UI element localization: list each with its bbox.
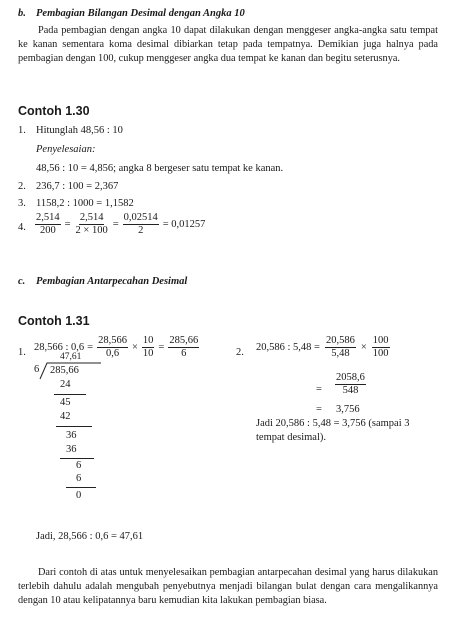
step-subtract: 6 <box>76 473 82 484</box>
fraction <box>325 335 356 360</box>
quotient: 47,61 <box>60 352 82 362</box>
step-subtract: 36 <box>66 444 77 455</box>
division-line <box>60 458 94 459</box>
numerator: 20,586 <box>325 335 355 346</box>
equals-sign: = <box>112 219 119 230</box>
step-remainder: 0 <box>76 490 82 501</box>
step-subtract: 42 <box>60 411 71 422</box>
list-item: 236,7 : 100 = 2,367 <box>36 181 119 192</box>
fraction <box>123 212 159 237</box>
denominator: 2 <box>138 225 144 236</box>
list-item: 1158,2 : 1000 = 1,1582 <box>36 198 134 209</box>
fraction <box>75 212 109 237</box>
equals-sign: = <box>87 342 94 353</box>
divisor: 6 <box>34 364 40 375</box>
example-title: Contoh 1.30 <box>18 104 90 118</box>
expression: 28,566 : 0,6 <box>34 342 85 353</box>
expression: 20,586 : 5,48 = <box>256 342 320 353</box>
solution-text: 48,56 : 10 = 4,856; angka 8 bergeser satu tempat ke kanan. <box>36 163 284 174</box>
equals-sign: = <box>316 384 322 395</box>
equals-sign: = <box>64 219 71 230</box>
result: = 0,01257 <box>162 219 206 230</box>
numerator: 2,514 <box>36 212 60 223</box>
denominator: 0,6 <box>105 348 120 359</box>
step-subtract: 24 <box>60 379 71 390</box>
result: 3,756 <box>336 404 360 415</box>
numerator: 10 <box>142 335 154 346</box>
division-line <box>56 426 92 427</box>
denominator: 200 <box>39 225 56 236</box>
denominator: 6 <box>181 348 187 359</box>
paragraph-summary: Dari contoh di atas untuk menyelesaikan pembagian antarpecahan desimal yang harus dilakukan terlebih dahulu adalah mengubah penyebutnya menjadi bilangan bulat dengan cara mengalikannya dengan 10 atau kelipatannya baru kemudian kita lakukan pembagian biasa. <box>18 567 438 606</box>
list-number: 1. <box>18 347 26 358</box>
denominator: 2 × 100 <box>75 225 108 236</box>
numerator: 285,66 <box>169 335 199 346</box>
denominator: 100 <box>372 348 389 359</box>
equals-sign: = <box>316 404 322 415</box>
denominator: 548 <box>342 385 359 396</box>
fraction <box>334 372 367 397</box>
solution-label: Penyelesaian: <box>36 144 96 155</box>
fraction <box>35 212 61 237</box>
conclusion: Jadi, 28,566 : 0,6 = 47,61 <box>36 531 144 542</box>
numerator: 2058,6 <box>336 372 365 383</box>
fraction <box>372 335 390 360</box>
division-line <box>66 487 96 488</box>
numerator: 28,566 <box>98 335 127 346</box>
fraction <box>168 335 199 360</box>
fraction <box>142 335 155 360</box>
list-number: 2. <box>18 181 26 192</box>
step-remainder: 6 <box>76 460 82 471</box>
numerator: 0,02514 <box>123 212 158 223</box>
list-number: 1. <box>18 125 26 136</box>
list-number: 3. <box>18 198 26 209</box>
numerator: 100 <box>372 335 389 346</box>
step-remainder: 45 <box>60 397 71 408</box>
times-sign: × <box>360 342 367 353</box>
long-division <box>30 352 110 502</box>
section-title: Pembagian Antarpecahan Desimal <box>36 276 188 287</box>
example-title: Contoh 1.31 <box>18 314 90 328</box>
division-line <box>54 394 86 395</box>
denominator: 5,48 <box>331 348 350 359</box>
section-letter: c. <box>18 276 26 287</box>
fraction-equation <box>256 335 391 360</box>
list-number: 4. <box>18 222 26 233</box>
times-sign: × <box>131 342 138 353</box>
denominator: 10 <box>142 348 154 359</box>
fraction-equation <box>34 212 205 237</box>
section-letter: b. <box>18 8 26 19</box>
numerator: 2,514 <box>79 212 104 223</box>
step-remainder: 36 <box>66 430 77 441</box>
paragraph-intro: Pada pembagian dengan angka 10 dapat dilakukan dengan menggeser angka-angka satu tempat ke kanan sementara koma desimal dibiarkan tetap pada tempatnya. Demikian juga halnya pada pembagian dengan 100, cukup menggeser angka dua tempat ke kanan dan begitu seterusnya. <box>18 25 438 64</box>
section-title: Pembagian Bilangan Desimal dengan Angka 10 <box>36 8 245 19</box>
equals-sign: = <box>158 342 165 353</box>
conclusion: Jadi 20,586 : 5,48 = 3,756 (sampai 3 <box>256 418 410 429</box>
conclusion: tempat desimal). <box>256 432 326 443</box>
list-number: 2. <box>236 347 244 358</box>
list-item: Hitunglah 48,56 : 10 <box>36 125 123 136</box>
dividend: 285,66 <box>50 365 79 376</box>
